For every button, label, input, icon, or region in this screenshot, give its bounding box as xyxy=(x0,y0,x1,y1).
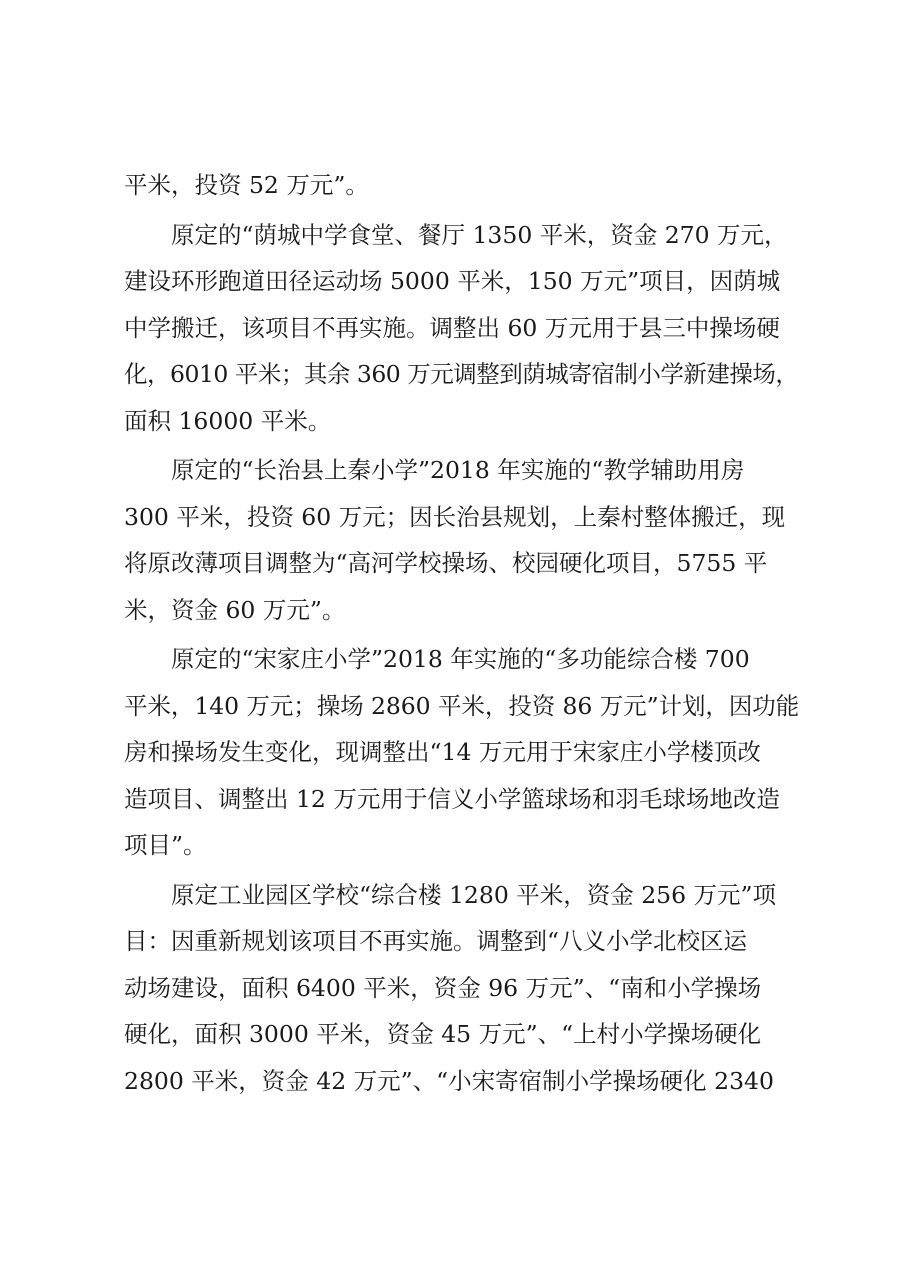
text-line: 原定的“宋家庄小学”2018 年实施的“多功能综合楼 700 xyxy=(171,645,750,673)
text-line: 目：因重新规划该项目不再实施。调整到“八义小学北校区运 xyxy=(124,927,748,955)
text-line: 项目”。 xyxy=(124,831,207,859)
text-line: 将原改薄项目调整为“高河学校操场、校园硬化项目，5755 平 xyxy=(124,549,768,577)
text-line: 面积 16000 平米。 xyxy=(124,406,332,435)
text-line: 米，资金 60 万元”。 xyxy=(124,595,346,624)
text-line: 房和操场发生变化，现调整出“14 万元用于宋家庄小学楼顶改 xyxy=(124,738,761,766)
text-line: 平米，投资 52 万元”。 xyxy=(124,171,369,199)
text-line: 动场建设，面积 6400 平米，资金 96 万元”、“南和小学操场 xyxy=(124,973,762,1002)
text-line: 2800 平米，资金 42 万元”、“小宋寄宿制小学操场硬化 2340 xyxy=(124,1066,774,1095)
text-line: 平米，140 万元；操场 2860 平米，投资 86 万元”计划，因功能 xyxy=(124,691,800,720)
text-line: 硬化，面积 3000 平米，资金 45 万元”、“上村小学操场硬化 xyxy=(124,1020,762,1048)
text-line: 原定的“荫城中学食堂、餐厅 1350 平米，资金 270 万元， xyxy=(171,220,788,249)
text-line: 造项目、调整出 12 万元用于信义小学篮球场和羽毛球场地改造 xyxy=(124,784,780,813)
document-body xyxy=(124,162,799,1104)
text-line: 300 平米，投资 60 万元；因长治县规划，上秦村整体搬迁，现 xyxy=(124,502,786,531)
text-line: 建设环形跑道田径运动场 5000 平米，150 万元”项目，因荫城 xyxy=(124,267,781,295)
text-line: 中学搬迁，该项目不再实施。调整出 60 万元用于县三中操场硬 xyxy=(124,313,780,342)
text-line: 原定工业园区学校“综合楼 1280 平米，资金 256 万元”项 xyxy=(171,880,777,909)
text-line: 原定的“长治县上秦小学”2018 年实施的“教学辅助用房 xyxy=(171,456,745,484)
text-line: 化，6010 平米；其余 360 万元调整到荫城寄宿制小学新建操场， xyxy=(124,360,799,388)
